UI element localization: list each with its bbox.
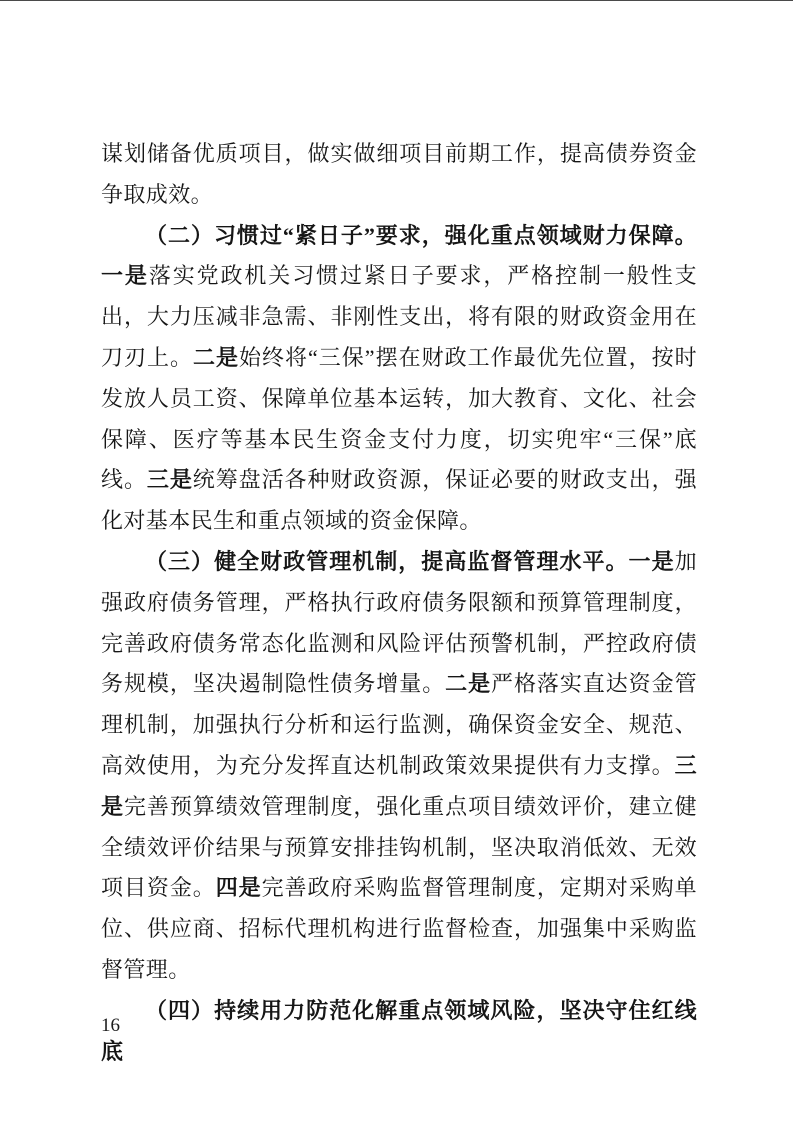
bold-text-run: 四是: [215, 875, 262, 901]
paragraph: [101, 216, 697, 542]
bold-text-run: 二是: [193, 344, 240, 370]
bold-text-run: （三）健全财政管理机制，提高监督管理水平。一是: [145, 548, 675, 574]
page-number: 16: [101, 1015, 120, 1036]
text-run: 完善预算绩效管理制度，强化重点项目绩效评价，建立健全绩效评价结果与预算安排挂钩机制，坚决取消低效、无效项目资金。: [101, 793, 697, 901]
text-run: 加强政府债务管理，严格执行政府债务限额和预算管理制度，完善政府债务常态化监测和风险评估预警机制，严控政府债务规模，坚决遏制隐性债务增量。: [101, 548, 697, 697]
text-run: 统筹盘活各种财政资源，保证必要的财政支出，强化对基本民生和重点领域的资金保障。: [101, 467, 697, 534]
document-body: [101, 134, 697, 1072]
paragraph: [101, 991, 697, 1073]
text-run: 落实党政机关习惯过紧日子要求，严格控制一般性支出，大力压减非急需、非刚性支出，将有限的财政资金用在刀刃上。: [101, 263, 697, 370]
text-run: 始终将“三保”摆在财政工作最优先位置，按时发放人员工资、保障单位基本运转，加大教育、文化、社会保障、医疗等基本民生资金支付力度，切实兜牢“三保”底线。: [101, 344, 697, 493]
bold-text-run: （二）习惯过“紧日子”要求，强化重点领域财力保障。一是: [101, 222, 697, 289]
paragraph: [101, 134, 697, 216]
bold-text-run: （四）持续用力防范化解重点领域风险，坚决守住红线底: [101, 997, 697, 1064]
bold-text-run: 三是: [101, 752, 697, 819]
bold-text-run: 二是: [445, 671, 492, 697]
text-run: 谋划储备优质项目，做实做细项目前期工作，提高债券资金争取成效。: [101, 141, 697, 207]
bold-text-run: 三是: [146, 467, 193, 493]
paragraph: [101, 542, 697, 991]
text-run: 完善政府采购监督管理制度，定期对采购单位、供应商、招标代理机构进行监督检查，加强集中采购监督管理。: [101, 875, 697, 982]
text-run: 严格落实直达资金管理机制，加强执行分析和运行监测，确保资金安全、规范、高效使用，为充分发挥直达机制政策效果提供有力支撑。: [101, 671, 697, 778]
page-top-edge: [0, 0, 793, 1]
